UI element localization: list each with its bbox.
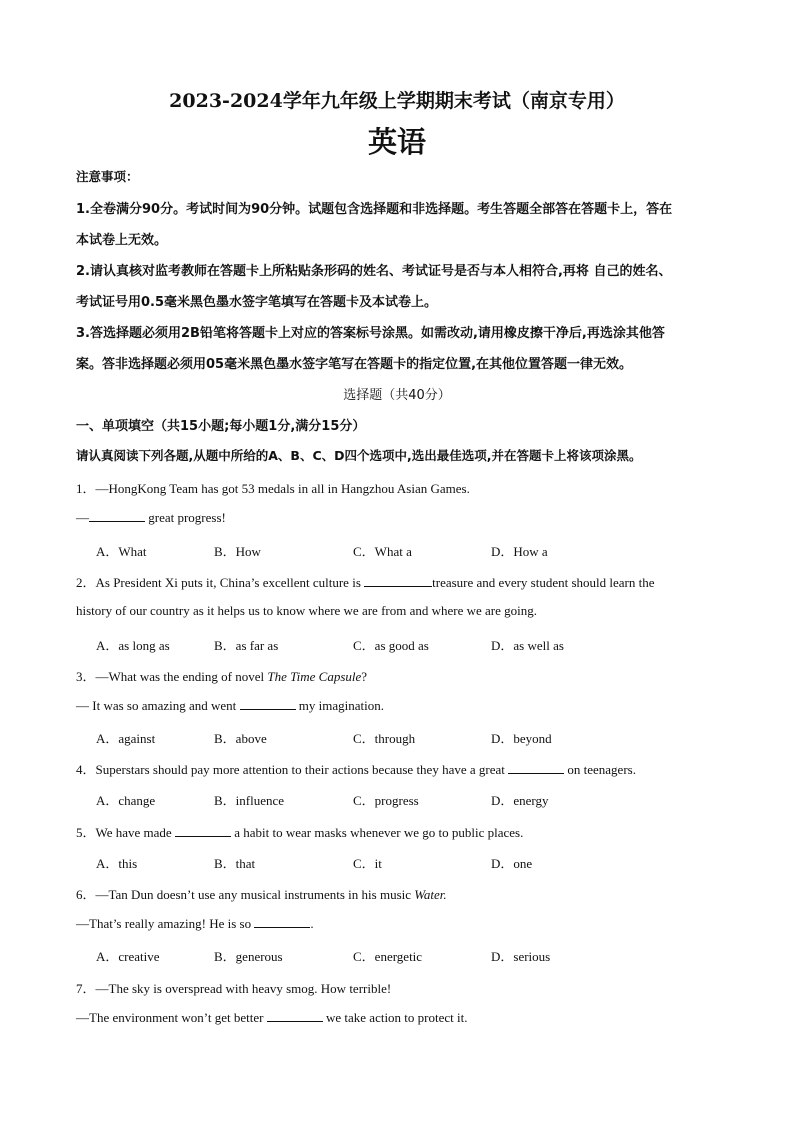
option-a[interactable]: A．as long as: [96, 638, 170, 653]
option-c[interactable]: C．What a: [353, 544, 412, 559]
option-a[interactable]: A．change: [96, 793, 156, 808]
notice-line: 本试卷上无效。: [76, 233, 168, 248]
question-4-stem: [76, 759, 636, 778]
option-b[interactable]: B．How: [214, 544, 261, 559]
question-7-stem: 7．—The sky is overspread with heavy smog. How terrible!: [76, 981, 392, 996]
question-2-options: [96, 635, 696, 653]
option-a[interactable]: A．against: [96, 731, 156, 746]
question-4-options: [96, 790, 696, 808]
notice-line: 3.答选择题必须用2B铅笔将答题卡上对应的答案标号涂黑。如需改动,请用橡皮擦干净后,再选涂其他答: [76, 326, 665, 341]
option-c[interactable]: C．it: [353, 856, 382, 871]
option-d[interactable]: D．serious: [491, 949, 551, 964]
option-a[interactable]: A．this: [96, 856, 138, 871]
question-6-reply: [76, 915, 314, 932]
section-heading: 选择题（共40分）: [343, 388, 451, 403]
question-3-stem: [76, 666, 367, 685]
question-1-reply: [76, 509, 226, 526]
reply-text: we take action to protect it.: [322, 1010, 468, 1025]
option-b[interactable]: B．that: [214, 856, 256, 871]
answer-blank: [364, 574, 432, 587]
music-title: Water.: [414, 887, 447, 902]
option-d[interactable]: D．How a: [491, 544, 548, 559]
stem-text: 2．As President Xi puts it, China’s excellent culture is: [76, 575, 365, 590]
stem-text: a habit to wear masks whenever we go to public places.: [230, 825, 524, 840]
stem-text: 5．We have made: [76, 825, 175, 840]
part-heading: 一、单项填空（共15小题;每小题1分,满分15分）: [76, 419, 366, 434]
exam-title: 2023-2024学年九年级上学期期末考试（南京专用）: [169, 90, 625, 112]
question-5-options: [96, 853, 696, 871]
question-1-options: [96, 541, 696, 559]
notice-line: 案。答非选择题必须用05毫米黑色墨水签字笔写在答题卡的指定位置,在其他位置答题一律无效。: [76, 357, 633, 372]
subject-title: 英语: [367, 125, 426, 159]
option-a[interactable]: A．creative: [96, 949, 160, 964]
question-5-stem: [76, 822, 523, 841]
question-6-stem: [76, 884, 447, 903]
answer-blank: [508, 761, 564, 774]
instruction: 请认真阅读下列各题,从题中所给的A、B、C、D四个选项中,选出最佳选项,并在答题卡上将该项涂黑。: [76, 448, 642, 463]
notice-line: 考试证号用0.5毫米黑色墨水签字笔填写在答题卡及本试卷上。: [76, 295, 438, 310]
option-d[interactable]: D．beyond: [491, 731, 552, 746]
question-7-reply: [76, 1009, 468, 1026]
option-c[interactable]: C．energetic: [353, 949, 423, 964]
reply-text: .: [310, 916, 314, 931]
reply-prefix: —: [76, 510, 89, 525]
question-3-reply: [76, 697, 384, 714]
reply-text: my imagination.: [295, 698, 385, 713]
stem-text: on teenagers.: [564, 762, 636, 777]
answer-blank: [175, 824, 231, 837]
answer-blank: [89, 509, 145, 522]
question-6-options: [96, 946, 696, 964]
question-1-stem: 1．—HongKong Team has got 53 medals in all in Hangzhou Asian Games.: [76, 481, 470, 496]
option-b[interactable]: B．influence: [214, 793, 285, 808]
option-d[interactable]: D．one: [491, 856, 533, 871]
reply-text: —The environment won’t get better: [76, 1010, 267, 1025]
option-d[interactable]: D．as well as: [491, 638, 564, 653]
option-d[interactable]: D．energy: [491, 793, 549, 808]
notice-line: 2.请认真核对监考教师在答题卡上所粘贴条形码的姓名、考试证号是否与本人相符合,再将 自己的姓名、: [76, 264, 672, 279]
option-b[interactable]: B．generous: [214, 949, 283, 964]
answer-blank: [267, 1009, 323, 1022]
option-c[interactable]: C．as good as: [353, 638, 429, 653]
novel-title: The Time Capsule: [267, 669, 362, 684]
question-3-options: [96, 728, 696, 746]
question-2-stem: [76, 572, 655, 591]
notice-label: 注意事项：: [76, 169, 139, 184]
option-c[interactable]: C．progress: [353, 793, 419, 808]
reply-text: great progress!: [145, 510, 226, 525]
stem-text: 3．—What was the ending of novel: [76, 669, 268, 684]
option-b[interactable]: B．as far as: [214, 638, 279, 653]
answer-blank: [254, 915, 310, 928]
stem-text: treasure and every student should learn the: [432, 575, 655, 590]
option-b[interactable]: B．above: [214, 731, 267, 746]
question-2-stem-cont: history of our country as it helps us to know where we are from and where we are going.: [76, 603, 538, 618]
stem-text: ?: [361, 669, 368, 684]
answer-blank: [240, 697, 296, 710]
option-c[interactable]: C．through: [353, 731, 416, 746]
reply-text: —That’s really amazing! He is so: [76, 916, 255, 931]
option-a[interactable]: A．What: [96, 544, 147, 559]
reply-text: — It was so amazing and went: [76, 698, 240, 713]
stem-text: 6．—Tan Dun doesn’t use any musical instruments in his music: [76, 887, 415, 902]
notice-line: 1.全卷满分90分。考试时间为90分钟。试题包含选择题和非选择题。考生答题全部答在答题卡上，答在: [76, 202, 673, 217]
stem-text: 4．Superstars should pay more attention to their actions because they have a great: [76, 762, 509, 777]
